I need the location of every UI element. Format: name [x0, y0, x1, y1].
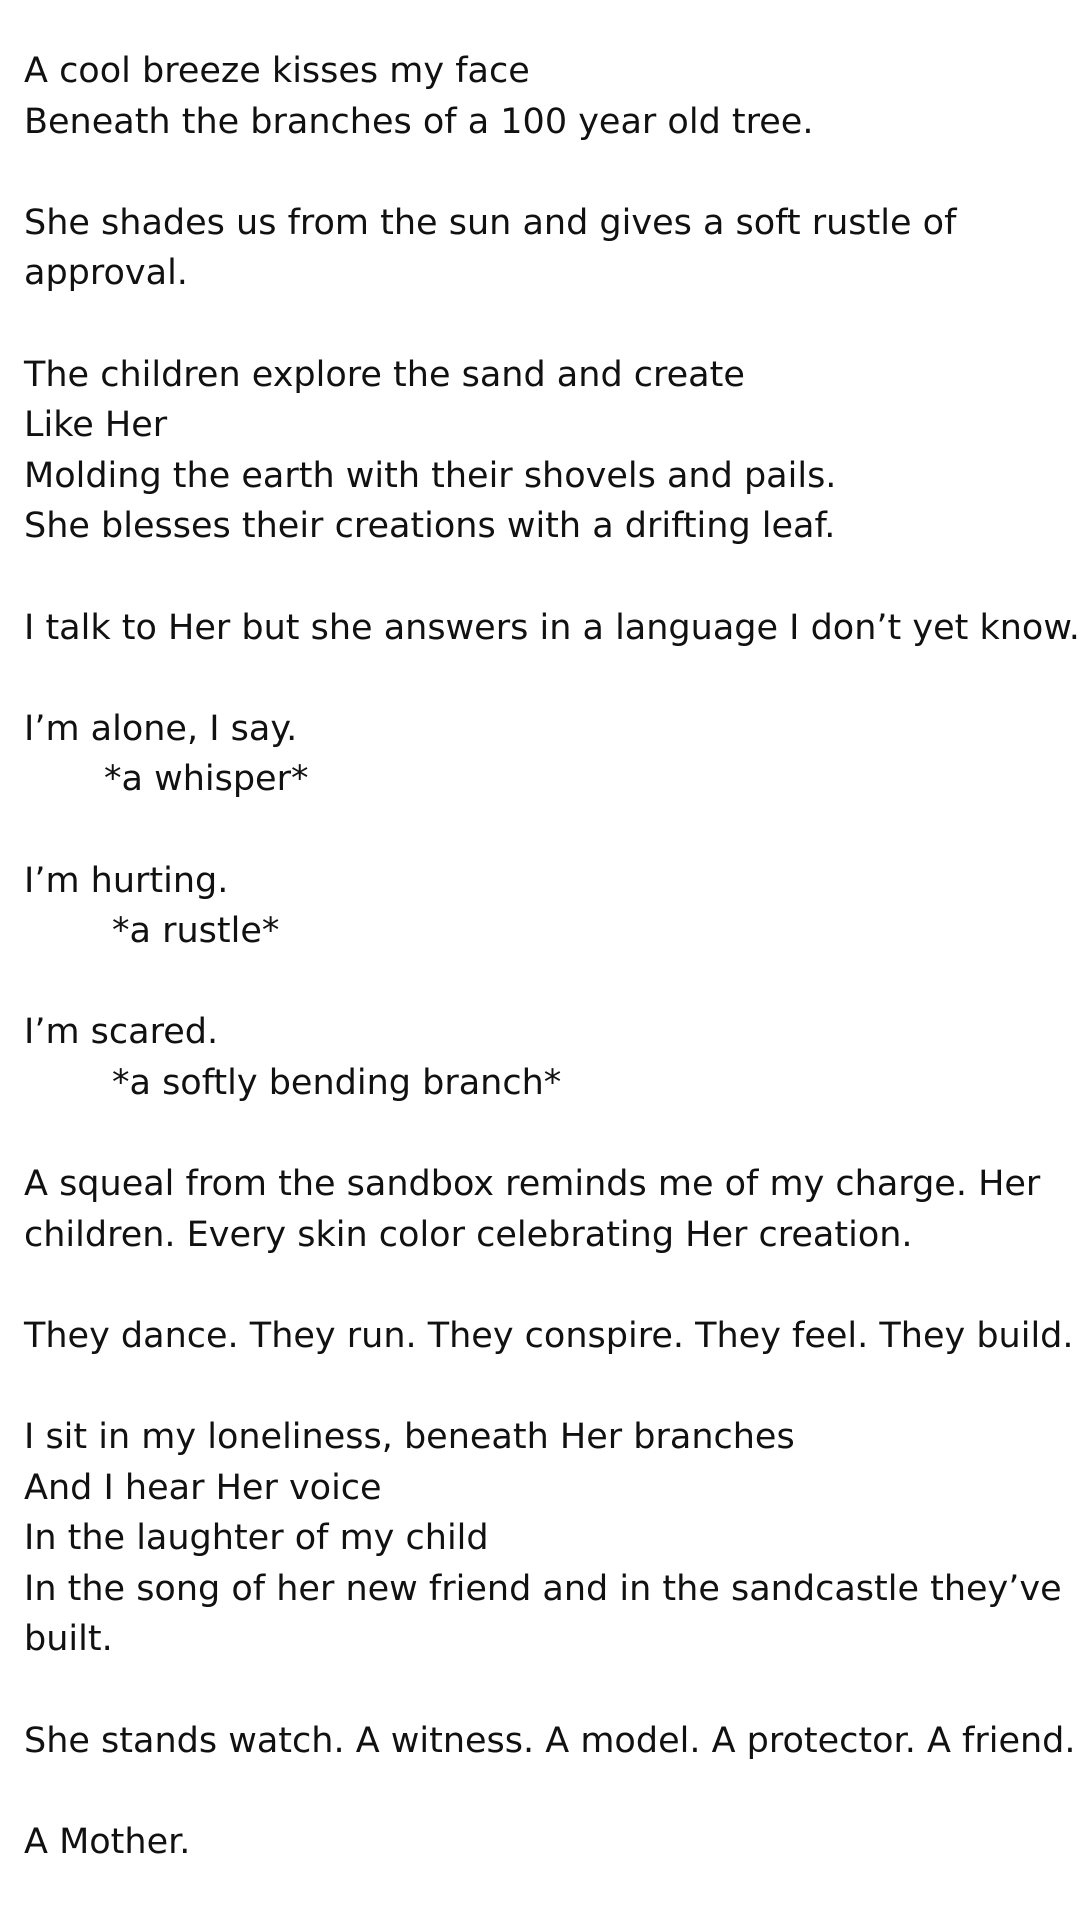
stanza-gap — [24, 1361, 1064, 1412]
poem-line: A cool breeze kisses my face — [24, 51, 530, 91]
poem-line: I’m alone, I say. — [24, 708, 298, 749]
poem-line: She blesses their creations with a drifting leaf. — [24, 506, 836, 547]
stanza-9 — [24, 1311, 1074, 1362]
poem-line: Like Her — [24, 405, 168, 446]
poem-document — [24, 46, 1080, 1867]
stanza-2 — [24, 198, 1064, 299]
poem-line: She shades us from the sun and gives a soft rustle of — [24, 202, 957, 243]
poem-response-line: *a rustle* — [112, 911, 280, 952]
poem-line: She stands watch. A witness. A model. A protector. A friend. — [24, 1720, 1076, 1761]
stanza-12 — [24, 1817, 1064, 1868]
stanza-11 — [24, 1716, 1076, 1767]
poem-line: Beneath the branches of a 100 year old tree. — [24, 101, 814, 142]
poem-line: In the song of her new friend and in the sandcastle they’ve — [24, 1568, 1062, 1609]
poem-line: And I hear Her voice — [24, 1467, 382, 1508]
poem-line: They dance. They run. They conspire. They feel. They build. — [24, 1315, 1074, 1356]
poem-line: approval. — [24, 253, 188, 294]
poem-line: A squeal from the sandbox reminds me of my charge. Her — [24, 1164, 1041, 1205]
stanza-gap — [24, 1260, 1064, 1311]
stanza-gap — [24, 552, 1064, 603]
poem-line: built. — [24, 1619, 113, 1660]
stanza-7 — [24, 1007, 1064, 1108]
poem-line: In the laughter of my child — [24, 1518, 489, 1559]
stanza-5 — [24, 704, 1064, 805]
stanza-gap — [24, 1665, 1064, 1716]
poem-response-line: *a whisper* — [104, 759, 309, 800]
stanza-3 — [24, 350, 1064, 552]
poem-line: Molding the earth with their shovels and pails. — [24, 455, 837, 496]
stanza-1 — [24, 46, 1064, 147]
stanza-4 — [24, 603, 1080, 654]
poem-line: children. Every skin color celebrating Her creation. — [24, 1214, 913, 1255]
poem-line: I talk to Her but she answers in a language I don’t yet know. — [24, 607, 1080, 648]
poem-closing-line: A Mother. — [24, 1821, 191, 1862]
stanza-gap — [24, 1766, 1064, 1817]
stanza-gap — [24, 299, 1064, 350]
stanza-gap — [24, 147, 1064, 198]
stanza-gap — [24, 653, 1064, 704]
stanza-8 — [24, 1159, 1064, 1260]
stanza-6 — [24, 856, 1064, 957]
stanza-10 — [24, 1412, 1064, 1665]
stanza-gap — [24, 957, 1064, 1008]
stanza-gap — [24, 805, 1064, 856]
poem-line: I’m hurting. — [24, 860, 229, 901]
stanza-gap — [24, 1108, 1064, 1159]
poem-line: I’m scared. — [24, 1012, 219, 1053]
poem-line: The children explore the sand and create — [24, 354, 745, 395]
poem-response-line: *a softly bending branch* — [112, 1062, 562, 1103]
poem-line: I sit in my loneliness, beneath Her branches — [24, 1417, 795, 1458]
